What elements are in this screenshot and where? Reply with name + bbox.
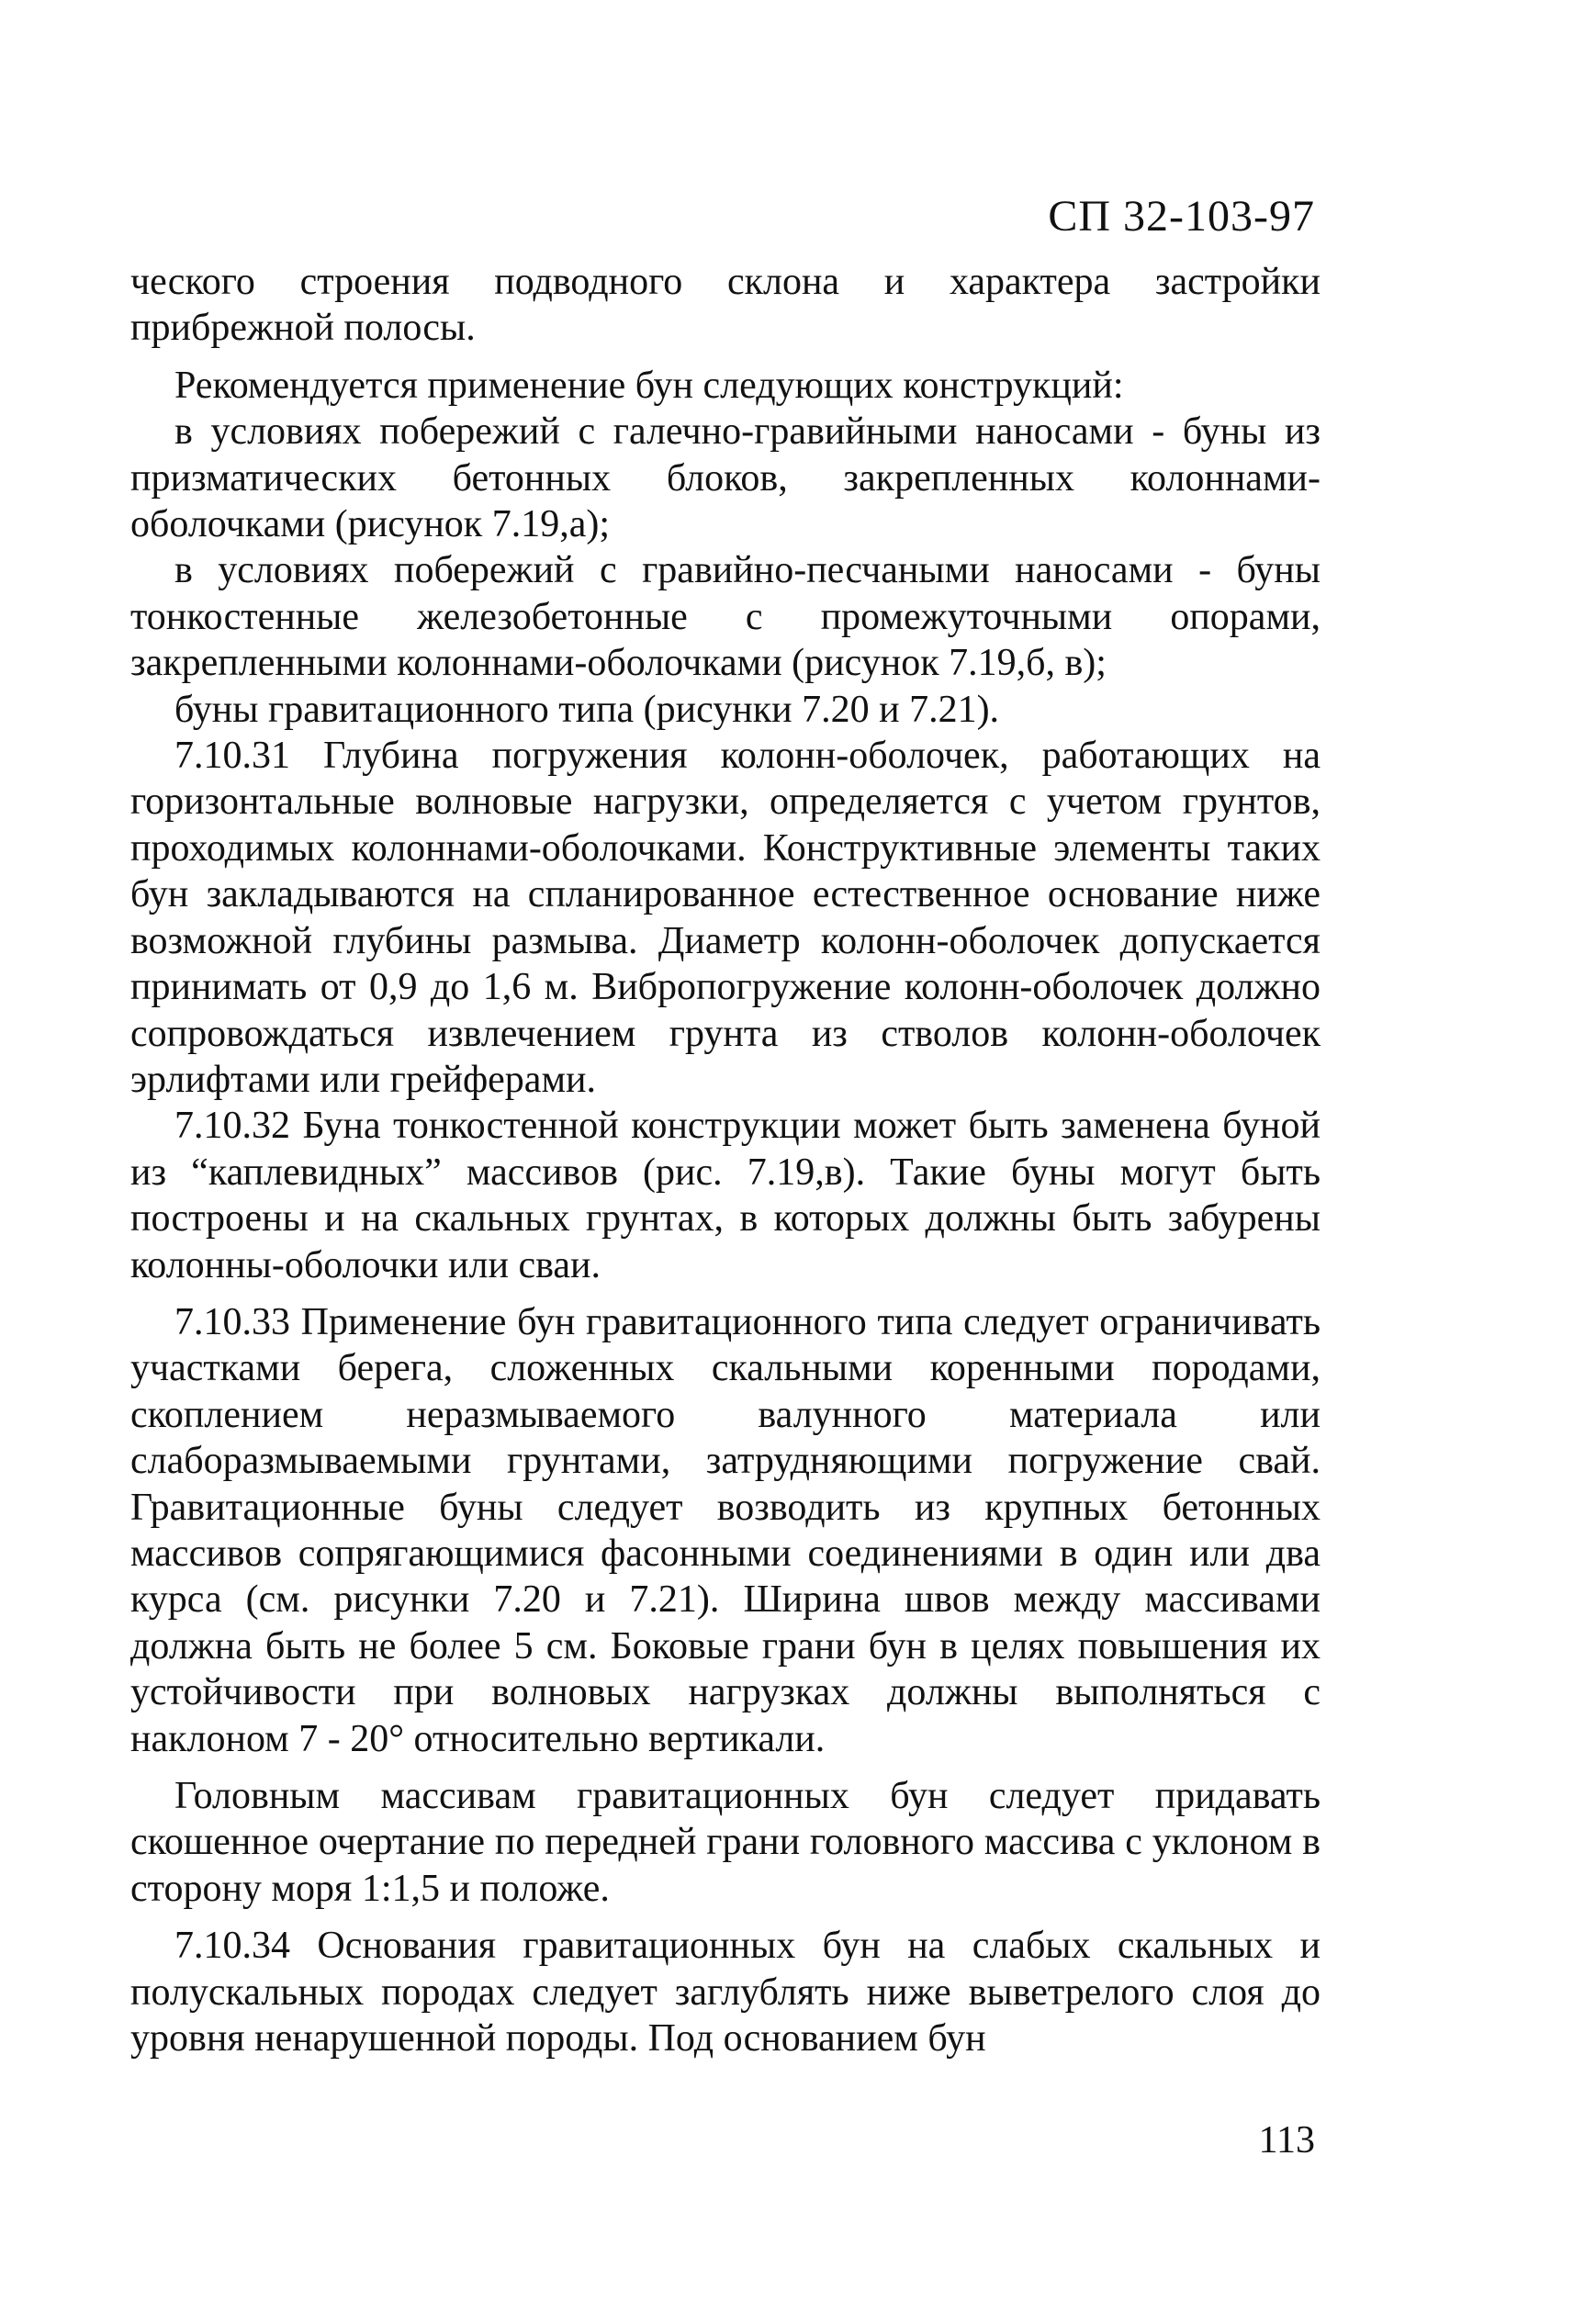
paragraph-7-10-32: 7.10.32 Буна тонкостенной конструкции может быть заменена буной из “каплевидных” массивов (рис. 7.19,в). Такие буны могут быть построены и на скальных грунтах, в которых должны быть забурены колонны-оболочки или сваи.	[130, 1105, 1321, 1286]
paragraph-gravel-sand: в условиях побережий с гравийно-песчаными наносами - буны тонкостенные железобетонные с промежуточными опорами, закрепленными колоннами-оболочками (рисунок 7.19,б, в);	[130, 549, 1321, 685]
paragraph-7-10-33: 7.10.33 Применение бун гравитационного типа следует ограничивать участками берега, сложенных скальными коренными породами, скоплением неразмываемого валунного материала или слаборазмываемыми грунтами, затрудняющими погружение свай. Гравитационные буны следует возводить из крупных бетонных массивов сопрягающимися фасонными соединениями в один или два курса (см. рисунки 7.20 и 7.21). Ширина швов между массивами должна быть не более 5 см. Боковые грани бун в целях повышения их устойчивости при волновых нагрузках должны выполняться с наклоном 7 - 20° относительно вертикали.	[130, 1300, 1321, 1760]
paragraph-gravity-type: буны гравитационного типа (рисунки 7.20 и 7.21).	[174, 688, 1000, 731]
page-number: 113	[1258, 2119, 1315, 2162]
paragraph-recommendation: Рекомендуется применение бун следующих конструкций:	[174, 364, 1124, 407]
paragraph-7-10-31: 7.10.31 Глубина погружения колонн-оболочек, работающих на горизонтальные волновые нагрузки, определяется с учетом грунтов, проходимых колоннами-оболочками. Конструктивные элементы таких бун закладываются на спланированное естественное основание ниже возможной глубины размыва. Диаметр колонн-оболочек допускается принимать от 0,9 до 1,6 м. Вибропогружение колонн-оболочек должно сопровождаться извлечением грунта из стволов колонн-оболочек эрлифтами или грейферами.	[130, 735, 1321, 1101]
paragraph-head-blocks: Головным массивам гравитационных бун следует придавать скошенное очертание по передней грани головного массива с уклоном в сторону моря 1:1,5 и положе.	[130, 1775, 1321, 1910]
paragraph-pebble-gravel: в условиях побережий с галечно-гравийными наносами - буны из призматических бетонных блоков, закрепленных колоннами-оболочками (рисунок 7.19,а);	[130, 410, 1321, 546]
document-code-header: СП 32-103-97	[1048, 192, 1315, 241]
paragraph-7-10-34: 7.10.34 Основания гравитационных бун на слабых скальных и полускальных породах следует заглублять ниже выветрелого слоя до уровня ненарушенной породы. Под основанием бун	[130, 1925, 1321, 2061]
paragraph-continuation: ческого строения подводного склона и характера застройки прибрежной полосы.	[130, 261, 1321, 350]
page-body	[130, 259, 1321, 2061]
